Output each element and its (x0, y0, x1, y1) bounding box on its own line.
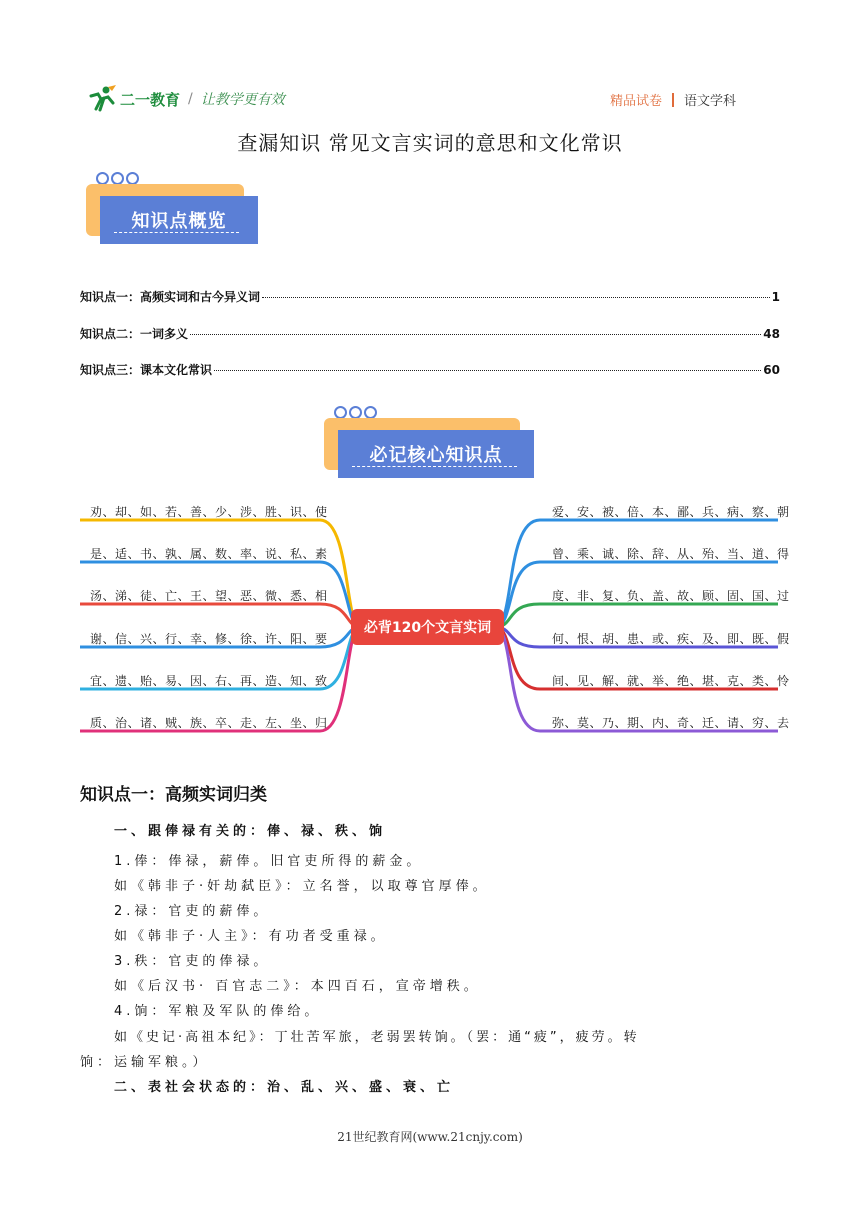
mindmap-right-label-4: 何、恨、胡、患、或、疾、及、即、既、假 (552, 632, 790, 646)
mindmap-right-label-6: 弥、莫、乃、期、内、奇、迁、请、穷、去 (552, 716, 790, 730)
mindmap-left-label-5: 宜、遗、贻、易、因、右、再、造、知、致 (90, 674, 328, 688)
example-line: 如《史记·高祖本纪》：丁壮苦军旅，老弱罢转饷。（罢：通“疲”，疲劳。转 (114, 1030, 640, 1045)
toc-page: 48 (763, 327, 780, 341)
definition-line: 2.禄：官吏的薪俸。 (114, 904, 271, 919)
footer-source: 21世纪教育网(www.21cnjy.com) (337, 1130, 523, 1144)
section-heading: 知识点一：高频实词归类 (80, 785, 267, 805)
core-badge (324, 406, 539, 481)
category-heading: 二、表社会状态的：治、乱、兴、盛、衰、亡 (114, 1080, 455, 1095)
category-heading: 一、跟俸禄有关的：俸、禄、秩、饷 (114, 824, 387, 839)
page-title: 查漏知识 常见文言实词的意思和文化常识 (237, 131, 623, 155)
overview-badge (86, 172, 261, 247)
toc-entry-1[interactable] (80, 288, 780, 305)
mindmap-right-label-1: 爱、安、被、倍、本、鄙、兵、病、察、朝 (552, 505, 790, 519)
brand-logo (86, 84, 285, 114)
example-line: 如《韩非子·人主》：有功者受重禄。 (114, 929, 388, 944)
header-divider (672, 93, 674, 107)
core-badge-label: 必记核心知识点 (338, 430, 534, 478)
mindmap-left-label-4: 谢、信、兴、行、幸、修、徐、许、阳、要 (90, 632, 328, 646)
toc-page: 60 (763, 363, 780, 377)
mindmap-left-label-1: 劝、却、如、若、善、少、涉、胜、识、使 (90, 505, 328, 519)
toc-label: 知识点一：高频实词和古今异义词 (80, 290, 261, 304)
example-line: 如《韩非子·奸劫弑臣》：立名誉，以取尊官厚俸。 (114, 879, 490, 894)
logo-slogan: 让教学更有效 (200, 92, 285, 108)
mindmap-right-label-2: 曾、乘、诚、除、辞、从、殆、当、道、得 (552, 547, 790, 561)
toc-label: 知识点三：课本文化常识 (80, 363, 213, 377)
mindmap-right-label-5: 间、见、解、就、举、绝、堪、克、类、怜 (552, 674, 790, 688)
mindmap-right-label-3: 度、非、复、负、盖、故、顾、固、国、过 (552, 589, 790, 603)
logo-separator: / (188, 91, 193, 107)
example-line: 如《后汉书· 百官志二》：本四百石，宣帝增秩。 (114, 979, 481, 994)
toc-entry-3[interactable] (80, 361, 780, 378)
toc-entry-2[interactable] (80, 325, 780, 342)
mindmap-right-branch (495, 520, 778, 627)
definition-line: 3.秩：官吏的俸禄。 (114, 954, 271, 969)
mindmap-left-branch (80, 520, 360, 627)
mindmap-right-branch (495, 604, 778, 627)
mindmap-left-label-6: 质、治、诸、贼、族、卒、走、左、坐、归 (90, 716, 328, 730)
mindmap-left-label-2: 是、适、书、孰、属、数、率、说、私、素 (90, 547, 328, 561)
mindmap-left-branch (80, 604, 360, 627)
runner-icon (86, 85, 118, 113)
overview-badge-label: 知识点概览 (100, 196, 258, 244)
header-subject: 语文学科 (683, 94, 736, 109)
example-line-continued: 饷：运输军粮。） (80, 1055, 210, 1070)
mindmap-center: 必背120个文言实词 (351, 609, 504, 645)
definition-line: 4.饷：军粮及军队的俸给。 (114, 1004, 322, 1019)
toc-label: 知识点二：一词多义 (80, 327, 189, 341)
header-tags (610, 90, 736, 109)
logo-text: 二一教育 (120, 90, 181, 109)
mindmap-left-label-3: 汤、涕、徒、亡、王、望、恶、微、悉、相 (90, 589, 328, 603)
header-tag: 精品试卷 (609, 94, 662, 109)
definition-line: 1.俸：俸禄，薪俸。旧官吏所得的薪金。 (114, 854, 424, 869)
toc-page: 1 (771, 290, 780, 304)
